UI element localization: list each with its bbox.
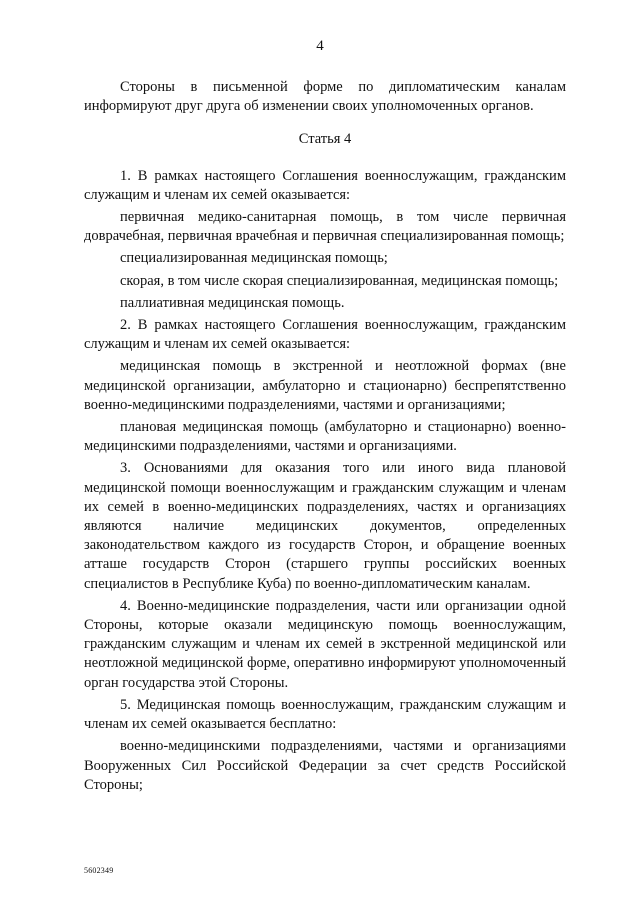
paragraph-2-item-2: плановая медицинская помощь (амбулаторно и стационарно) военно-медицинскими подразделениями, частями и организациями.	[84, 419, 566, 455]
page-number: 4	[316, 38, 324, 54]
document-body	[84, 78, 566, 798]
paragraph-2-item-1: медицинская помощь в экстренной и неотложной формах (вне медицинской организации, амбулаторно и стационарно) беспрепятственно военно-медицинскими подразделениями, частями и организациями;	[84, 358, 566, 413]
document-code: 5602349	[84, 866, 114, 875]
paragraph-1-item-4: паллиативная медицинская помощь.	[120, 294, 345, 311]
paragraph-1: 1. В рамках настоящего Соглашения военнослужащим, гражданским служащим и членам их семей оказывается:	[84, 167, 566, 203]
article-heading: Статья 4	[298, 131, 352, 148]
paragraph-1-item-2: специализированная медицинская помощь;	[120, 250, 388, 267]
paragraph-2: 2. В рамках настоящего Соглашения военнослужащим, гражданским служащим и членам их семей оказывается:	[84, 317, 566, 353]
paragraph-5: 5. Медицинская помощь военнослужащим, гражданским служащим и членам их семей оказывается бесплатно:	[84, 696, 566, 733]
paragraph-5-item-1: военно-медицинскими подразделениями, частями и организациями Вооруженных Сил Российской Федерации за счет средств Российской Стороны;	[84, 738, 566, 793]
paragraph-1-item-3: скорая, в том числе скорая специализированная, медицинская помощь;	[120, 272, 559, 289]
paragraph-3: 3. Основаниями для оказания того или иного вида плановой медицинской помощи военнослужащим и гражданским служащим и членам их семей в военно-медицинских подразделениях, частях и организациях являются наличие медицинских документов, определенных законодательством каждого из государств Сторон, и обращение военных атташе государств Сторон (старшего группы российских военных специалистов в Республике Куба) по военно-дипломатическим каналам.	[84, 460, 566, 592]
intro-paragraph: Стороны в письменной форме по дипломатическим каналам информируют друг друга об изменении своих уполномоченных органов.	[84, 79, 566, 115]
paragraph-1-item-1: первичная медико-санитарная помощь, в том числе первичная доврачебная, первичная врачебная и первичная специализированная помощь;	[84, 209, 566, 245]
paragraph-4: 4. Военно-медицинские подразделения, части или организации одной Стороны, которые оказали медицинскую помощь военнослужащим, гражданским служащим и членам их семей в экстренной медицинской или неотложной медицинской форме, оперативно информируют уполномоченный орган государства этой Стороны.	[84, 597, 566, 691]
